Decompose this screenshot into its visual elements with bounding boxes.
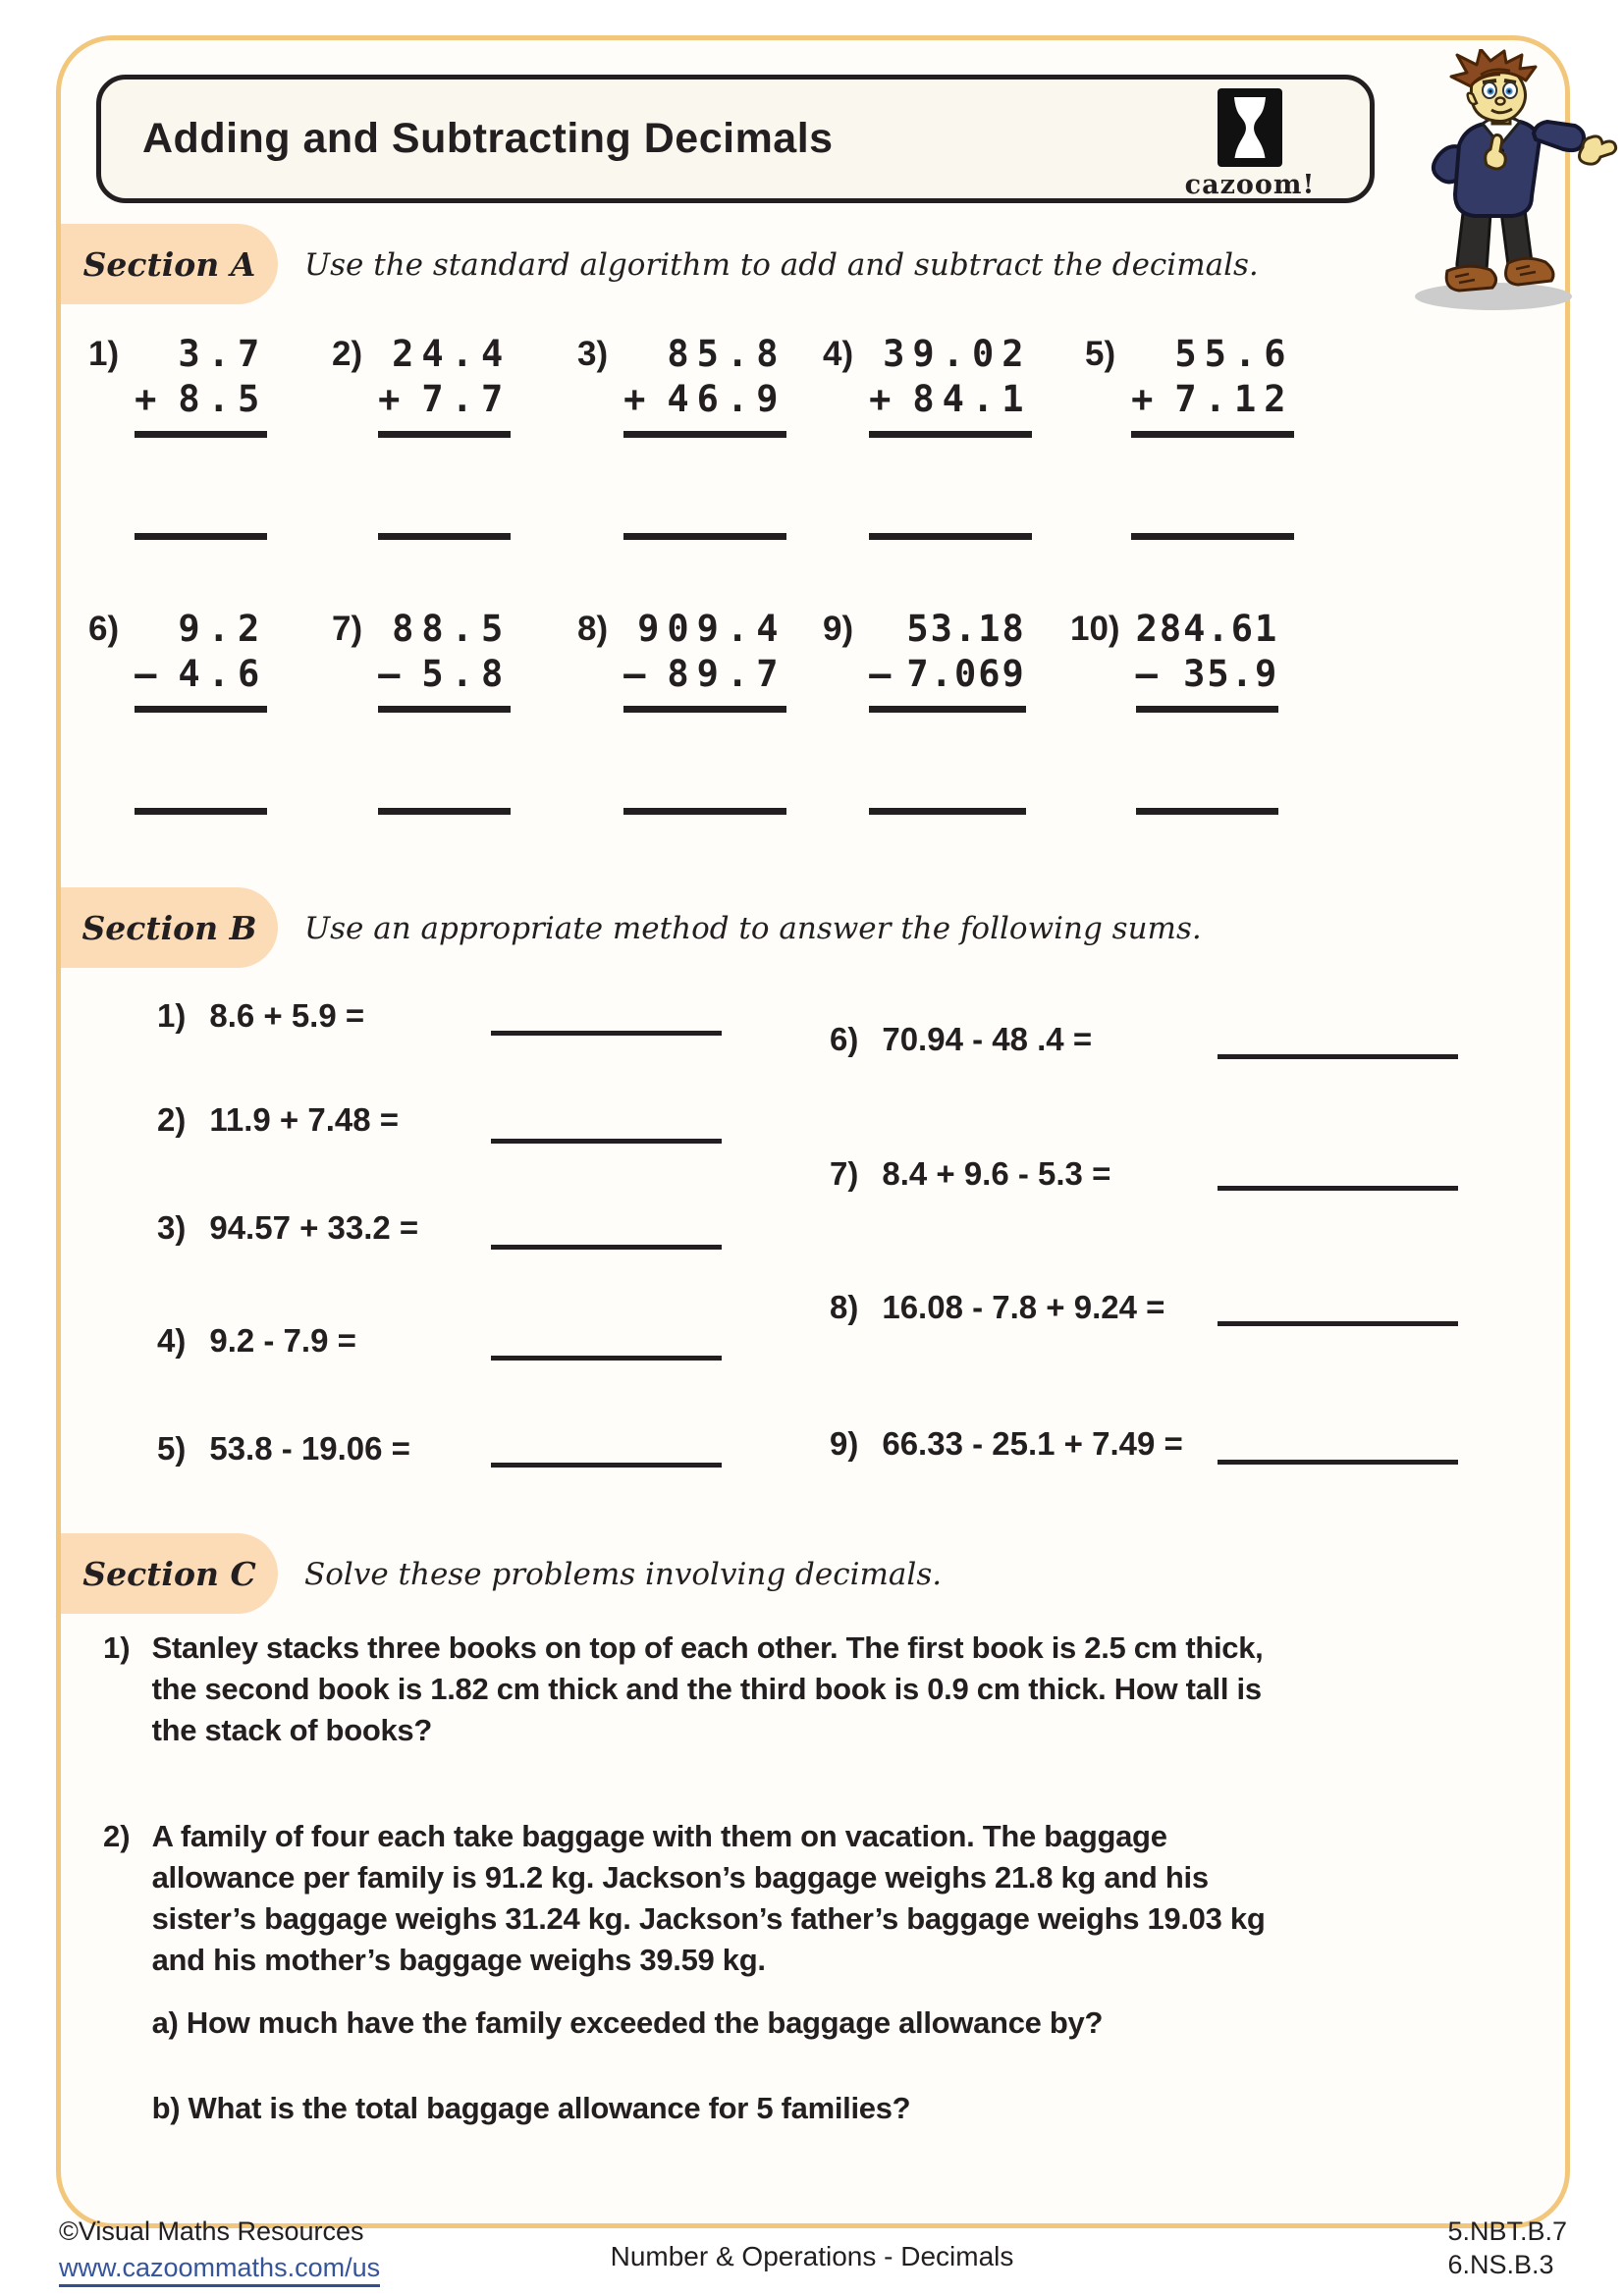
operator-row <box>378 377 511 438</box>
answer-blank <box>869 438 1031 540</box>
operator: – <box>623 653 654 695</box>
expression: 8.4 + 9.6 - 5.3 = <box>882 1155 1111 1192</box>
operand-top: 24.4 <box>392 333 512 375</box>
section-a-label: Section A <box>82 244 256 284</box>
operator: + <box>135 378 165 420</box>
operator-row <box>1131 377 1293 438</box>
problem-number: 1) <box>88 335 120 373</box>
operand-bottom: 46.9 <box>667 378 786 420</box>
expression: 66.33 - 25.1 + 7.49 = <box>882 1425 1183 1462</box>
vertical-problem-4 <box>823 332 1032 540</box>
sum-problem-b8 <box>830 1289 1164 1326</box>
word-problem-1 <box>103 1628 1497 1751</box>
text-line: sister’s baggage weighs 31.24 kg. Jackson’s father’s baggage weighs 19.03 kg <box>151 1901 1266 1936</box>
expression: 94.57 + 33.2 = <box>209 1209 419 1246</box>
operator-row <box>378 652 511 713</box>
operator-row <box>623 377 785 438</box>
vertical-problem-10 <box>1070 607 1278 815</box>
problem-number: 7) <box>332 610 363 648</box>
worksheet-category: Number & Operations - Decimals <box>610 2241 1014 2271</box>
problem-number: 3) <box>577 335 609 373</box>
problem-number: 7) <box>830 1155 859 1192</box>
answer-blank <box>1136 713 1279 815</box>
column-sum <box>623 607 785 815</box>
column-sum <box>623 332 785 540</box>
sum-problem-b6 <box>830 1021 1092 1058</box>
operand-bottom: 35.9 <box>1183 653 1279 695</box>
standard-code-1: 5.NBT.B.7 <box>1447 2216 1567 2246</box>
vertical-problem-9 <box>823 607 1026 815</box>
section-b-instruction: Use an appropriate method to answer the following sums. <box>304 911 1202 946</box>
operand-bottom: 4.6 <box>178 653 268 695</box>
sum-problem-b9 <box>830 1425 1183 1463</box>
problem-number: 5) <box>1085 335 1116 373</box>
problem-number: 2) <box>332 335 363 373</box>
answer-blank <box>869 713 1026 815</box>
problem-number: 6) <box>88 610 120 648</box>
sum-problem-b7 <box>830 1155 1110 1193</box>
operand-bottom: 7.069 <box>906 653 1026 695</box>
answer-blank <box>623 713 785 815</box>
problem-number: 9) <box>823 610 854 648</box>
answer-blank <box>491 1139 722 1144</box>
text-line: the second book is 1.82 cm thick and the third book is 0.9 cm thick. How tall is <box>151 1672 1262 1706</box>
site-link[interactable]: www.cazoommaths.com/us <box>59 2251 380 2287</box>
answer-blank <box>1218 1321 1458 1326</box>
operand-top: 55.6 <box>1174 333 1294 375</box>
operator: + <box>1131 378 1162 420</box>
page-title: Adding and Subtracting Decimals <box>142 115 834 162</box>
section-b-label: Section B <box>81 908 257 947</box>
operator-row <box>135 652 267 713</box>
section-c-instruction: Solve these problems involving decimals. <box>304 1557 943 1592</box>
column-sum <box>378 607 511 815</box>
operand-top: 909.4 <box>637 608 786 650</box>
operand-bottom: 89.7 <box>667 653 786 695</box>
operand-top: 9.2 <box>178 608 268 650</box>
sum-problem-b2 <box>157 1101 399 1139</box>
vertical-problem-1 <box>88 332 267 540</box>
operator: – <box>869 653 893 695</box>
operand-bottom: 5.8 <box>421 653 512 695</box>
problem-number: 2) <box>157 1101 187 1138</box>
word-problem-2 <box>103 1816 1497 2129</box>
problem-number: 1) <box>157 997 187 1034</box>
answer-blank <box>1131 438 1293 540</box>
footer-standards <box>1447 2215 1567 2281</box>
operand-top: 284.61 <box>1135 608 1279 650</box>
answer-blank <box>378 713 511 815</box>
problem-number: 2) <box>103 1819 131 1853</box>
column-sum <box>1131 332 1293 540</box>
column-sum <box>378 332 511 540</box>
sub-question-b: b) What is the total baggage allowance for 5 families? <box>151 2091 911 2125</box>
operand-top: 53.18 <box>906 608 1026 650</box>
cazoom-logo <box>1181 88 1319 200</box>
sum-problem-b4 <box>157 1322 356 1360</box>
section-b-tab <box>61 887 278 968</box>
answer-blank <box>1218 1460 1458 1465</box>
answer-blank <box>1218 1054 1458 1059</box>
operand-bottom: 7.7 <box>421 378 512 420</box>
operand-bottom: 84.1 <box>912 378 1032 420</box>
text-line: allowance per family is 91.2 kg. Jackson’s baggage weighs 21.8 kg and his <box>151 1860 1209 1895</box>
sum-problem-b3 <box>157 1209 418 1247</box>
operator-row <box>869 377 1031 438</box>
answer-blank <box>1218 1186 1458 1191</box>
answer-blank <box>491 1245 722 1250</box>
operator-row <box>135 377 267 438</box>
title-box <box>96 75 1375 203</box>
answer-blank <box>491 1031 722 1036</box>
operator-row <box>623 652 785 713</box>
vertical-problem-5 <box>1085 332 1294 540</box>
operand-bottom: 8.5 <box>178 378 268 420</box>
answer-blank <box>378 438 511 540</box>
operator: – <box>1135 653 1160 695</box>
answer-blank <box>135 713 267 815</box>
operand-top: 88.5 <box>392 608 512 650</box>
text-line: the stack of books? <box>151 1713 432 1747</box>
drum-icon <box>1218 88 1282 167</box>
operator-row <box>1136 652 1279 713</box>
column-sum <box>1136 607 1279 815</box>
column-sum <box>135 332 267 540</box>
sub-question-a: a) How much have the family exceeded the baggage allowance by? <box>151 2005 1104 2040</box>
problem-text <box>152 1628 1264 1751</box>
problem-number: 3) <box>157 1209 187 1246</box>
operator: – <box>378 653 408 695</box>
expression: 11.9 + 7.48 = <box>209 1101 400 1138</box>
problem-number: 8) <box>830 1289 859 1325</box>
operator: – <box>135 653 165 695</box>
operand-top: 39.02 <box>883 333 1032 375</box>
column-sum <box>869 332 1031 540</box>
problem-number: 10) <box>1070 610 1120 648</box>
vertical-problem-7 <box>332 607 511 815</box>
operand-top: 3.7 <box>178 333 268 375</box>
text-line: A family of four each take baggage with them on vacation. The baggage <box>151 1819 1167 1853</box>
problem-number: 6) <box>830 1021 859 1057</box>
vertical-problem-2 <box>332 332 511 540</box>
expression: 9.2 - 7.9 = <box>209 1322 356 1359</box>
copyright-text: ©Visual Maths Resources <box>59 2216 364 2246</box>
section-a-tab <box>61 224 278 304</box>
operator: + <box>623 378 654 420</box>
vertical-problem-6 <box>88 607 267 815</box>
vertical-problem-8 <box>577 607 786 815</box>
answer-blank <box>491 1463 722 1468</box>
problem-number: 8) <box>577 610 609 648</box>
sum-problem-b5 <box>157 1430 410 1468</box>
operator-row <box>869 652 1026 713</box>
text-line: Stanley stacks three books on top of each other. The first book is 2.5 cm thick, <box>151 1630 1264 1665</box>
column-sum <box>135 607 267 815</box>
operator: + <box>378 378 408 420</box>
standard-code-2: 6.NS.B.3 <box>1447 2250 1554 2279</box>
logo-text: cazoom! <box>1184 170 1316 200</box>
answer-blank <box>491 1356 722 1361</box>
sum-problem-b1 <box>157 997 364 1035</box>
column-sum <box>869 607 1026 815</box>
vertical-problem-3 <box>577 332 786 540</box>
section-c-tab <box>61 1533 278 1614</box>
expression: 8.6 + 5.9 = <box>209 997 365 1034</box>
section-c-label: Section C <box>82 1554 256 1593</box>
problem-number: 4) <box>823 335 854 373</box>
problem-number: 5) <box>157 1430 187 1467</box>
problem-number: 1) <box>103 1630 131 1665</box>
boy-mascot-illustration <box>1390 49 1624 316</box>
problem-text <box>152 1816 1266 2129</box>
operand-bottom: 7.12 <box>1174 378 1294 420</box>
answer-blank <box>135 438 267 540</box>
problem-number: 4) <box>157 1322 187 1359</box>
operator: + <box>869 378 899 420</box>
operand-top: 85.8 <box>667 333 786 375</box>
expression: 53.8 - 19.06 = <box>209 1430 410 1467</box>
text-line: and his mother’s baggage weighs 39.59 kg. <box>151 1943 766 1977</box>
answer-blank <box>623 438 785 540</box>
expression: 16.08 - 7.8 + 9.24 = <box>882 1289 1165 1325</box>
expression: 70.94 - 48 .4 = <box>882 1021 1093 1057</box>
section-a-instruction: Use the standard algorithm to add and subtract the decimals. <box>304 247 1259 283</box>
problem-number: 9) <box>830 1425 859 1462</box>
